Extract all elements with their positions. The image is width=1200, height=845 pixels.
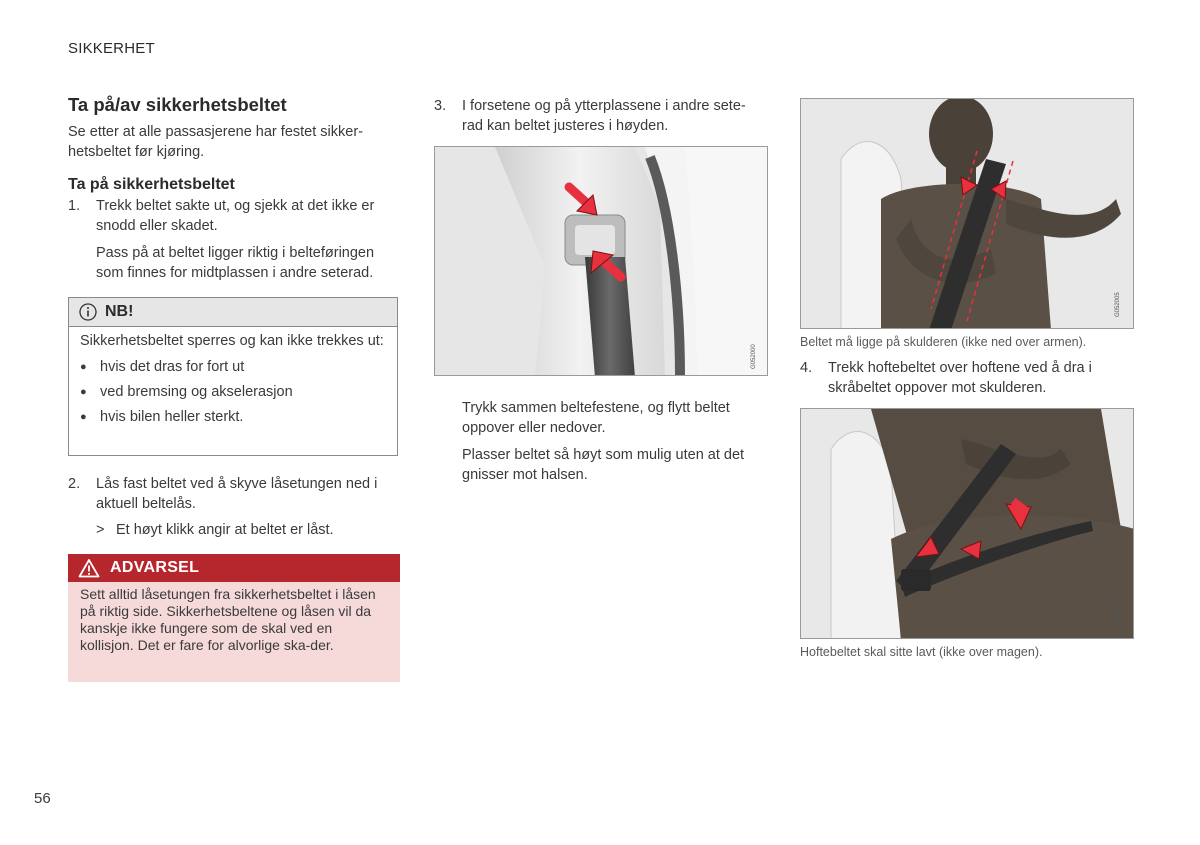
- warning-box: [68, 554, 400, 682]
- figure-caption: Beltet må ligge på skulderen (ikke ned over armen).: [800, 335, 1087, 349]
- belt-height-adjuster-illustration: [435, 147, 768, 376]
- warning-title: ADVARSEL: [110, 559, 200, 576]
- list-item: ● ved bremsing og akselerasjon: [80, 384, 293, 400]
- step-text: Trekk beltet sakte ut, og sjekk at det ikke er snodd eller skadet.: [96, 198, 375, 234]
- paragraph: Plasser beltet så høyt som mulig uten at det gnisser mot halsen.: [462, 447, 745, 483]
- figure-code: G052000: [751, 344, 757, 369]
- warning-triangle-icon: [78, 558, 100, 578]
- figure-caption: Hoftebeltet skal sitte lavt (ikke over magen).: [800, 645, 1043, 659]
- column-1: [68, 94, 398, 283]
- step-2-result: [68, 520, 398, 540]
- step-4: [800, 358, 1132, 398]
- warning-text: Sett alltid låsetungen fra sikkerhetsbeltet i låsen på riktig side. Sikkerhetsbeltene og låsen vil da kanskje ikke fungere som de skal ved en kollisjon. Det er fare for alvorlige ska-der.: [80, 586, 376, 653]
- result-marker: >: [96, 522, 105, 538]
- list-item: ● hvis bilen heller sterkt.: [80, 409, 244, 425]
- figure-belt-height-adjuster: [434, 146, 768, 376]
- step-text: I forsetene og på ytterplassene i andre sete-rad kan beltet justeres i høyden.: [462, 98, 746, 134]
- paragraph: Trykk sammen beltefestene, og flytt beltet oppover eller nedover.: [462, 400, 730, 436]
- note-box: [68, 297, 398, 456]
- lap-belt-illustration: [801, 409, 1134, 639]
- info-icon: [79, 303, 97, 321]
- list-item: ● hvis det dras for fort ut: [80, 359, 245, 375]
- step-2: [68, 474, 398, 514]
- page-number: 56: [34, 790, 51, 807]
- section-title: SIKKERHET: [68, 40, 155, 57]
- result-text: Et høyt klikk angir at beltet er låst.: [116, 522, 334, 538]
- note-header: [69, 298, 397, 327]
- step-number: 4.: [800, 360, 813, 376]
- shoulder-belt-illustration: [801, 99, 1134, 329]
- warning-header: [68, 554, 400, 582]
- figure-lap-belt: [800, 408, 1134, 639]
- step-number: 2.: [68, 476, 81, 492]
- subheading: Ta på sikkerhetsbeltet: [68, 176, 235, 193]
- step-number: 3.: [434, 98, 447, 114]
- step-1-subtext: Pass på at beltet ligger riktig i belteføringen som finnes for midtplassen i andre seterad.: [96, 245, 375, 281]
- step-2-block: [68, 474, 398, 540]
- column-2-text: [462, 398, 762, 485]
- page-title: Ta på/av sikkerhetsbeltet: [68, 94, 287, 115]
- figure-code: G052005: [1115, 292, 1121, 317]
- step-3: [434, 96, 766, 136]
- intro-text: Se etter at alle passasjerene har festet sikker-hetsbeltet før kjøring.: [68, 124, 363, 160]
- figure-code: G052004: [1115, 602, 1121, 627]
- step-1: [68, 196, 398, 236]
- note-title: NB!: [105, 303, 134, 320]
- figure-shoulder-belt: [800, 98, 1134, 329]
- step-number: 1.: [68, 198, 81, 214]
- note-text: Sikkerhetsbeltet sperres og kan ikke trekkes ut:: [80, 333, 384, 349]
- step-text: Lås fast beltet ved å skyve låsetungen ned i aktuell beltelås.: [96, 476, 378, 512]
- step-text: Trekk hoftebeltet over hoftene ved å dra i skråbeltet oppover mot skulderen.: [828, 360, 1092, 396]
